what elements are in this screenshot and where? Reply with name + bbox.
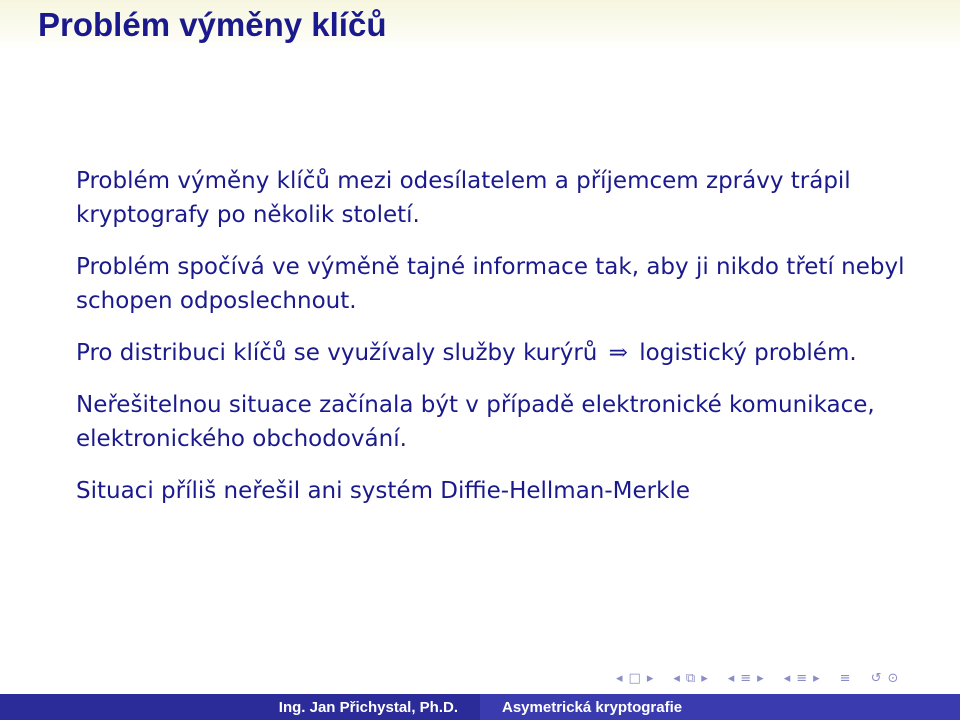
frame-icon[interactable]: □ [628, 670, 641, 686]
title-bar [0, 0, 960, 50]
implies-arrow-icon: ⇒ [608, 340, 628, 366]
zoom-icon[interactable]: ⊙ [887, 670, 899, 686]
doc-next-icon[interactable]: ▸ [813, 670, 820, 686]
section-icon[interactable]: ≡ [740, 670, 752, 686]
section-next-icon[interactable]: ▸ [757, 670, 764, 686]
search-back-icon[interactable]: ↺ [870, 670, 882, 686]
align-icon[interactable]: ≡ [839, 670, 851, 686]
doc-prev-icon[interactable]: ◂ [783, 670, 791, 686]
frame-prev-icon[interactable]: ◂ [616, 670, 623, 686]
paragraph-3 [76, 336, 916, 370]
footer-author: Ing. Jan Přichystal, Ph.D. [278, 698, 458, 716]
frame-next-icon[interactable]: ▸ [646, 670, 654, 686]
doc-icon[interactable]: ≡ [796, 670, 808, 686]
subsection-prev-icon[interactable]: ◂ [673, 670, 680, 686]
subsection-icon[interactable]: ⧉ [685, 670, 696, 686]
footer [0, 694, 960, 720]
subsection-next-icon[interactable]: ▸ [701, 670, 708, 686]
paragraph-1: Problém výměny klíčů mezi odesílatelem a příjemcem zprávy trápil kryptografy po několik století. [76, 168, 851, 228]
beamer-navigation [616, 668, 956, 688]
paragraph-3-text-after: logistický problém. [639, 340, 857, 366]
paragraph-3-text-before: Pro distribuci klíčů se využívaly služby kurýrů [76, 340, 598, 366]
paragraph-5: Situaci příliš neřešil ani systém Diffie-Hellman-Merkle [76, 478, 690, 504]
section-prev-icon[interactable]: ◂ [727, 670, 735, 686]
slide-title: Problém výměny klíčů [38, 6, 387, 43]
paragraph-2: Problém spočívá ve výměně tajné informace tak, aby ji nikdo třetí nebyl schopen odposlechnout. [76, 254, 905, 314]
footer-topic: Asymetrická kryptografie [502, 698, 683, 716]
slide-content [76, 164, 916, 526]
footer-author-box [0, 694, 480, 720]
paragraph-4: Neřešitelnou situace začínala být v případě elektronické komunikace, elektronického obchodování. [76, 392, 875, 452]
footer-topic-box [480, 694, 960, 720]
